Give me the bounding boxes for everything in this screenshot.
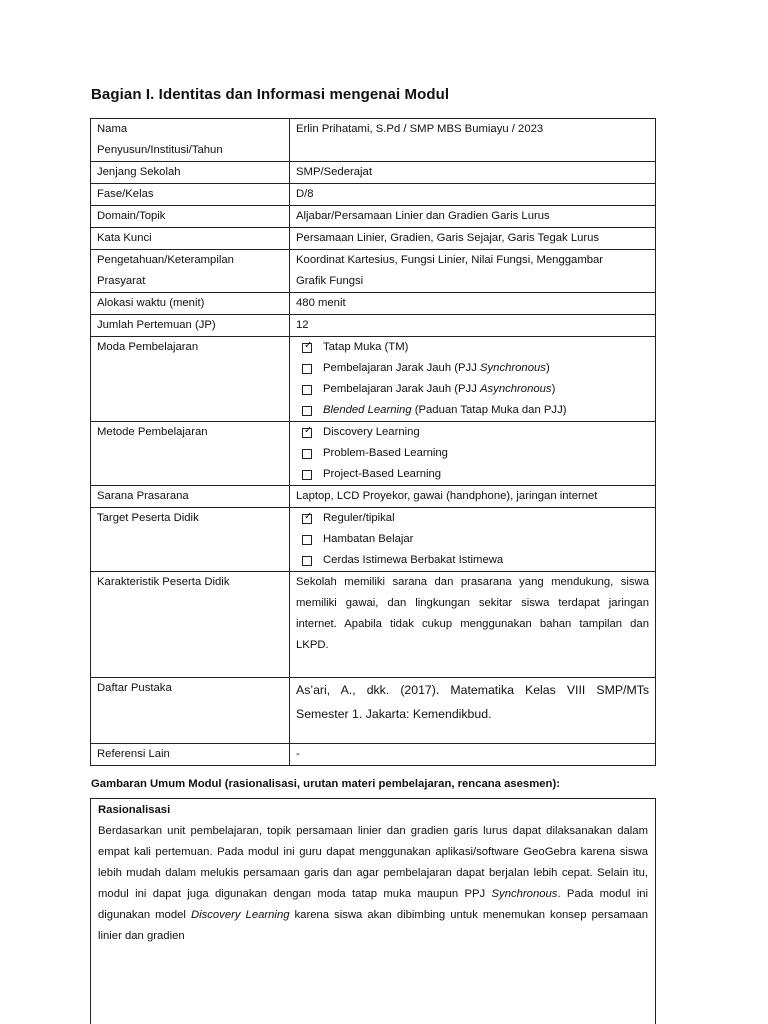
paragraph-text: . Pada modul ini digunakan model xyxy=(98,888,648,921)
option-text-italic: Asynchronous xyxy=(479,383,552,395)
table-row xyxy=(91,315,656,337)
row-label: Moda Pembelajaran xyxy=(91,337,290,422)
checkbox-option[interactable] xyxy=(296,550,649,571)
row-label: Jenjang Sekolah xyxy=(91,162,290,184)
checkbox[interactable] xyxy=(302,556,312,566)
option-label: Project-Based Learning xyxy=(323,468,442,480)
row-value xyxy=(290,422,656,486)
row-value: SMP/Sederajat xyxy=(290,162,656,184)
option-text-italic: Blended Learning xyxy=(323,404,412,416)
checkbox-option[interactable] xyxy=(296,400,649,421)
checkbox-option[interactable] xyxy=(296,379,649,400)
row-value: As’ari, A., dkk. (2017). Matematika Kelas VIII SMP/MTs Semester 1. Jakarta: Kemendikbud. xyxy=(290,678,656,744)
row-value xyxy=(290,250,656,293)
check-mark-icon: ✓ xyxy=(304,510,313,522)
overview-heading: Gambaran Umum Modul (rasionalisasi, urutan materi pembelajaran, rencana asesmen): xyxy=(91,778,560,790)
value-line: Koordinat Kartesius, Fungsi Linier, Nilai Fungsi, Menggambar xyxy=(296,254,604,266)
label-line: Prasyarat xyxy=(97,275,146,287)
paragraph-text: Berdasarkan unit pembelajaran, topik persamaan linier dan gradien garis lurus dapat dilaksanakan dalam empat kali pertemuan. Pada modul ini guru dapat menggunakan aplikasi/software GeoGebra karena siswa lebih mudah dalam melukis persamaan garis dan agar pembelajaran dapat berjalan lebih cepat. Selain itu, modul ini dapat juga digunakan dengan moda tatap muka maupun PPJ xyxy=(98,825,648,900)
table-row xyxy=(91,162,656,184)
checkbox[interactable] xyxy=(302,535,312,545)
table-row xyxy=(91,508,656,572)
table-row xyxy=(91,293,656,315)
row-label: Fase/Kelas xyxy=(91,184,290,206)
checkbox[interactable] xyxy=(302,449,312,459)
value-line: Grafik Fungsi xyxy=(296,275,364,287)
checkbox-option[interactable] xyxy=(296,422,649,443)
rationale-paragraph xyxy=(98,821,648,947)
check-mark-icon: ✓ xyxy=(304,339,313,351)
row-label: Jumlah Pertemuan (JP) xyxy=(91,315,290,337)
row-value: Laptop, LCD Proyekor, gawai (handphone), jaringan internet xyxy=(290,486,656,508)
table-row xyxy=(91,744,656,766)
paragraph-italic: Synchronous xyxy=(491,888,558,900)
table-row xyxy=(91,228,656,250)
table-row xyxy=(91,206,656,228)
option-text: Pembelajaran Jarak Jauh (PJJ xyxy=(323,383,480,395)
checkbox[interactable] xyxy=(302,385,312,395)
checkbox[interactable] xyxy=(302,424,313,438)
checkbox[interactable] xyxy=(302,470,312,480)
checkbox-option[interactable] xyxy=(296,443,649,464)
table-row xyxy=(91,678,656,744)
table-row xyxy=(91,486,656,508)
label-line: Pengetahuan/Keterampilan xyxy=(97,254,234,266)
option-label xyxy=(323,379,555,400)
option-text: ) xyxy=(545,362,550,374)
row-value: 12 xyxy=(290,315,656,337)
option-text: (Paduan Tatap Muka dan PJJ) xyxy=(411,404,567,416)
table-row xyxy=(91,250,656,293)
row-value xyxy=(290,337,656,422)
option-label xyxy=(323,400,566,421)
row-value: Sekolah memiliki sarana dan prasarana yang mendukung, siswa memiliki gawai, dan lingkungan sekitar siswa terdapat jaringan internet. Apabila tidak cukup menggunakan bahan tampilan dan LKPD. xyxy=(290,572,656,678)
row-label: Metode Pembelajaran xyxy=(91,422,290,486)
option-label: Tatap Muka (TM) xyxy=(323,341,409,353)
row-label: Karakteristik Peserta Didik xyxy=(91,572,290,678)
option-label: Cerdas Istimewa Berbakat Istimewa xyxy=(323,554,504,566)
row-label xyxy=(91,250,290,293)
option-label xyxy=(323,358,550,379)
row-label: Domain/Topik xyxy=(91,206,290,228)
option-label: Problem-Based Learning xyxy=(323,447,448,459)
row-label: Kata Kunci xyxy=(91,228,290,250)
row-value: Aljabar/Persamaan Linier dan Gradien Garis Lurus xyxy=(290,206,656,228)
table-row xyxy=(91,337,656,422)
checkbox-option[interactable] xyxy=(296,529,649,550)
checkbox[interactable] xyxy=(302,364,312,374)
check-mark-icon: ✓ xyxy=(304,424,313,436)
checkbox[interactable] xyxy=(302,339,313,353)
checkbox-option[interactable] xyxy=(296,464,649,485)
paragraph-text: karena siswa akan dibimbing untuk menemukan konsep persamaan linier dan gradien xyxy=(98,909,649,942)
section-title: Bagian I. Identitas dan Informasi mengenai Modul xyxy=(91,86,450,103)
option-text: ) xyxy=(551,383,556,395)
row-value: Erlin Prihatami, S.Pd / SMP MBS Bumiayu / 2023 xyxy=(290,119,656,162)
option-text-italic: Synchronous xyxy=(479,362,546,374)
row-label xyxy=(91,119,290,162)
table-row xyxy=(91,184,656,206)
option-label: Hambatan Belajar xyxy=(323,533,414,545)
label-line: Penyusun/Institusi/Tahun xyxy=(97,144,223,156)
row-label: Referensi Lain xyxy=(91,744,290,766)
row-value xyxy=(290,508,656,572)
rationale-heading: Rasionalisasi xyxy=(98,804,171,816)
option-label: Discovery Learning xyxy=(323,426,420,438)
row-label: Sarana Prasarana xyxy=(91,486,290,508)
option-text: Pembelajaran Jarak Jauh (PJJ xyxy=(323,362,480,374)
row-value: 480 menit xyxy=(290,293,656,315)
row-label: Target Peserta Didik xyxy=(91,508,290,572)
row-label: Daftar Pustaka xyxy=(91,678,290,744)
table-row xyxy=(91,119,656,162)
module-identity-table xyxy=(90,118,656,766)
row-value: D/8 xyxy=(290,184,656,206)
checkbox[interactable] xyxy=(302,510,313,524)
table-row xyxy=(91,572,656,678)
row-label: Alokasi waktu (menit) xyxy=(91,293,290,315)
label-line: Nama xyxy=(97,123,128,135)
checkbox-option[interactable] xyxy=(296,337,649,358)
option-label: Reguler/tipikal xyxy=(323,512,395,524)
row-value: Persamaan Linier, Gradien, Garis Sejajar, Garis Tegak Lurus xyxy=(290,228,656,250)
checkbox-option[interactable] xyxy=(296,508,649,529)
overview-box xyxy=(90,798,656,1024)
checkbox-option[interactable] xyxy=(296,358,649,379)
table-row xyxy=(91,422,656,486)
paragraph-italic: Discovery Learning xyxy=(190,909,290,921)
checkbox[interactable] xyxy=(302,406,312,416)
row-value: - xyxy=(290,744,656,766)
